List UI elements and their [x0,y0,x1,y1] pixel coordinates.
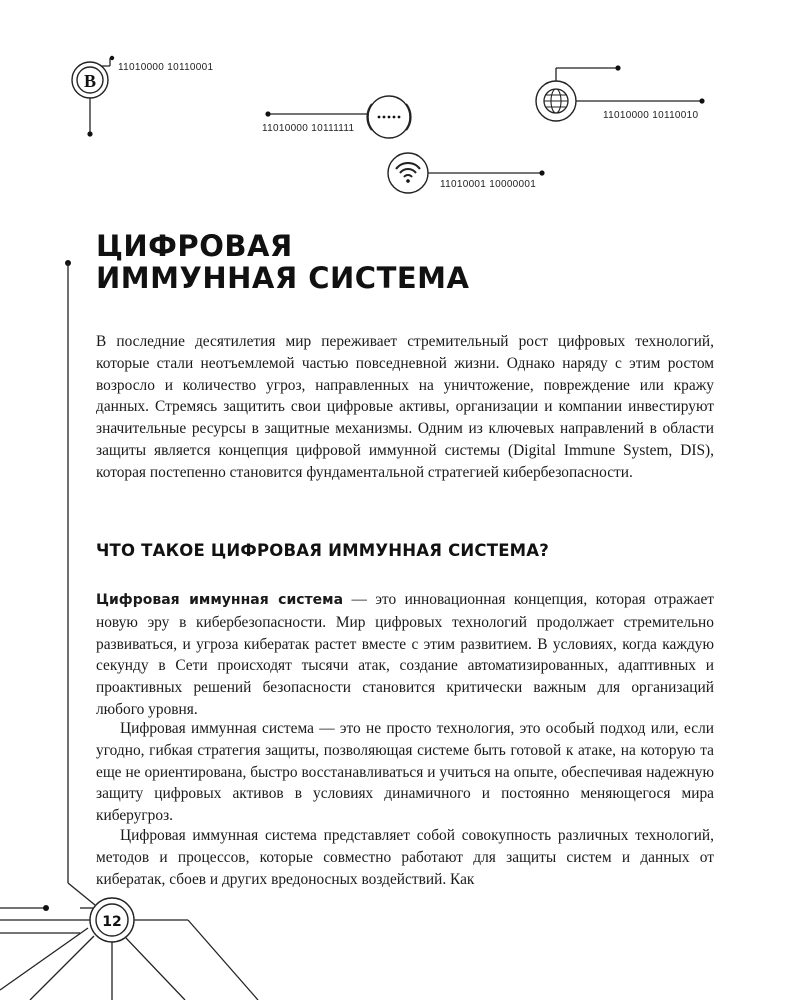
bitcoin-icon [72,56,114,137]
section-heading: ЧТО ТАКОЕ ЦИФРОВАЯ ИММУННАЯ СИСТЕМА? [96,541,550,560]
title-line-1: ЦИФРОВАЯ [96,229,293,263]
left-circuit-line [65,260,95,905]
binary-code-3: 11010000 10110010 [603,110,699,121]
section-paragraph-3: Цифровая иммунная система представляет собой совокупность различных технологий, методов и процессов, которые совместно работают для защиты систем и данных от кибератак, сбоев и других вредоносных воздействий. Как [96,827,714,888]
section-paragraph-1-text: — это инновационная концепция, которая отражает новую эру в кибербезопасности. Мир цифровых технологий продолжает стремительно развиваться, и угроза кибератак растет вместе с этим развитием. В условиях, когда каждую секунду в Сети происходят тысячи атак, создание автоматизированных, адаптивных и проактивных решений безопасности становится критически важным для организаций любого уровня. [96,591,715,718]
page-number: 12 [102,914,122,930]
title-line-2: ИММУННАЯ СИСТЕМА [96,261,470,295]
binary-code-2: 11010000 10111111 [262,123,355,134]
binary-code-1: 11010000 10110001 [118,62,214,73]
page-title [96,230,470,294]
intro-paragraph: В последние десятилетия мир переживает стремительный рост цифровых технологий, которые стали неотъемлемой частью повседневной жизни. Однако наряду с этим ростом возросло и количество угроз, направленных на уничтожение, повреждение или кражу данных. Стремясь защитить свои цифровые активы, организации и компании инвестируют значительные ресурсы в защитные механизмы. Одним из ключевых направлений в области защиты является концепция цифровой иммунной системы (Digital Immune System, DIS), которая постепенно становится фундаментальной стратегией кибербезопасности. [96,333,714,481]
footer-circuit [0,898,258,1000]
section-paragraph-2: Цифровая иммунная система — это не просто технология, это особый подход или, если угодно, гибкая стратегия защиты, позволяющая системе быть готовой к атаке, на которую та еще не ориентирована, быстро восстанавливаться и учиться на опыте, обеспечивая надежную защиту цифровых активов в условиях динамичного и постоянно меняющегося мира киберугроз. [96,720,714,825]
defined-term: Цифровая иммунная система [96,592,344,608]
binary-code-4: 11010001 10000001 [440,179,537,190]
bitcoin-letter: B [83,71,97,91]
section-paragraph-1 [96,589,714,721]
